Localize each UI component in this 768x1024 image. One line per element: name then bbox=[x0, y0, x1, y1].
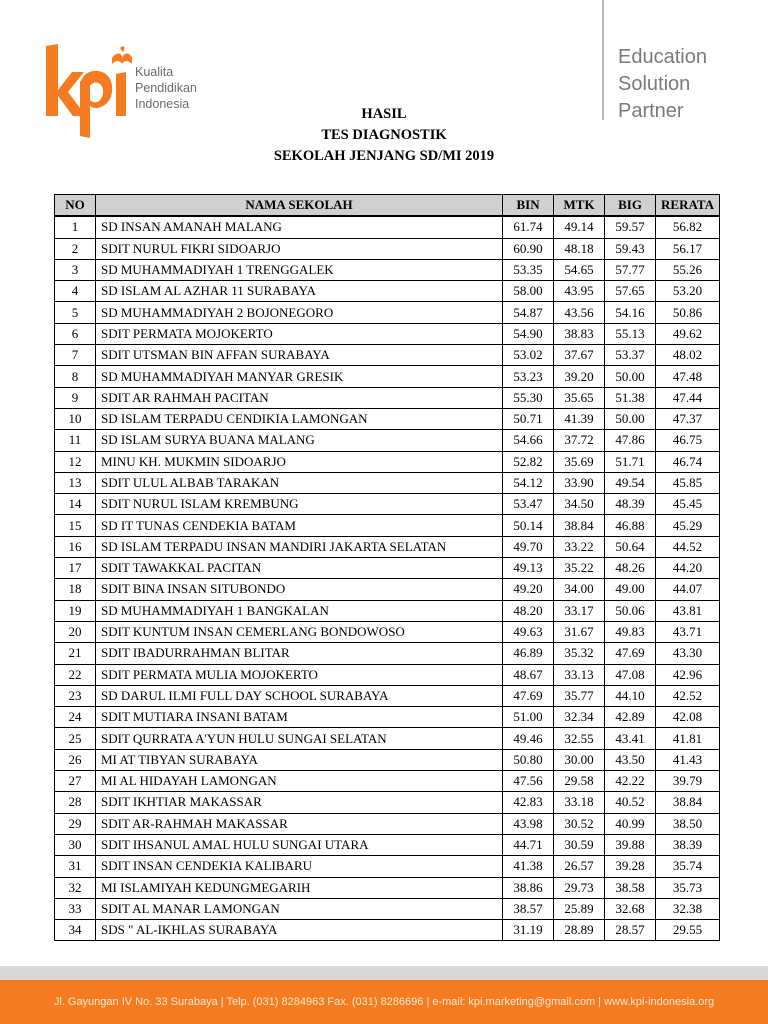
cell-rerata: 56.17 bbox=[656, 238, 720, 259]
cell-no: 13 bbox=[55, 472, 96, 493]
cell-big: 55.13 bbox=[605, 323, 656, 344]
cell-school-name: SDIT IKHTIAR MAKASSAR bbox=[96, 792, 503, 813]
brand-name-line-3: Indonesia bbox=[135, 97, 190, 111]
cell-no: 24 bbox=[55, 707, 96, 728]
title-line-1: HASIL bbox=[361, 106, 407, 122]
table-row bbox=[55, 536, 720, 557]
cell-no: 8 bbox=[55, 366, 96, 387]
cell-bin: 50.71 bbox=[503, 408, 554, 429]
cell-school-name: SD IT TUNAS CENDEKIA BATAM bbox=[96, 515, 503, 536]
cell-rerata: 41.43 bbox=[656, 749, 720, 770]
cell-rerata: 44.20 bbox=[656, 558, 720, 579]
brand-name-line-1: Kualita bbox=[135, 65, 174, 79]
brand-name-line-2: Pendidikan bbox=[135, 81, 197, 95]
cell-mtk: 33.90 bbox=[554, 472, 605, 493]
cell-big: 50.64 bbox=[605, 536, 656, 557]
cell-rerata: 43.71 bbox=[656, 621, 720, 642]
header-rerata: RERATA bbox=[656, 195, 720, 217]
cell-big: 47.86 bbox=[605, 430, 656, 451]
cell-mtk: 35.69 bbox=[554, 451, 605, 472]
table-row bbox=[55, 621, 720, 642]
cell-mtk: 34.00 bbox=[554, 579, 605, 600]
cell-big: 48.26 bbox=[605, 558, 656, 579]
table-row bbox=[55, 472, 720, 493]
cell-no: 17 bbox=[55, 558, 96, 579]
cell-school-name: SDIT NURUL FIKRI SIDOARJO bbox=[96, 238, 503, 259]
table-row bbox=[55, 515, 720, 536]
cell-school-name: SDIT AR-RAHMAH MAKASSAR bbox=[96, 813, 503, 834]
cell-big: 59.43 bbox=[605, 238, 656, 259]
cell-school-name: SDIT KUNTUM INSAN CEMERLANG BONDOWOSO bbox=[96, 621, 503, 642]
cell-no: 18 bbox=[55, 579, 96, 600]
cell-no: 31 bbox=[55, 856, 96, 877]
table-row bbox=[55, 728, 720, 749]
cell-rerata: 35.74 bbox=[656, 856, 720, 877]
cell-mtk: 33.22 bbox=[554, 536, 605, 557]
cell-big: 50.06 bbox=[605, 600, 656, 621]
cell-rerata: 47.48 bbox=[656, 366, 720, 387]
cell-big: 32.68 bbox=[605, 898, 656, 919]
cell-rerata: 38.84 bbox=[656, 792, 720, 813]
cell-school-name: SDIT TAWAKKAL PACITAN bbox=[96, 558, 503, 579]
cell-mtk: 29.73 bbox=[554, 877, 605, 898]
cell-school-name: SD MUHAMMADIYAH 1 BANGKALAN bbox=[96, 600, 503, 621]
cell-no: 15 bbox=[55, 515, 96, 536]
table-row bbox=[55, 643, 720, 664]
cell-bin: 51.00 bbox=[503, 707, 554, 728]
cell-rerata: 44.07 bbox=[656, 579, 720, 600]
table-row bbox=[55, 387, 720, 408]
cell-rerata: 41.81 bbox=[656, 728, 720, 749]
table-row bbox=[55, 771, 720, 792]
table-row bbox=[55, 664, 720, 685]
cell-no: 14 bbox=[55, 494, 96, 515]
table-row bbox=[55, 281, 720, 302]
cell-bin: 52.82 bbox=[503, 451, 554, 472]
cell-big: 57.65 bbox=[605, 281, 656, 302]
cell-bin: 54.66 bbox=[503, 430, 554, 451]
cell-rerata: 56.82 bbox=[656, 216, 720, 238]
table-row bbox=[55, 749, 720, 770]
cell-mtk: 25.89 bbox=[554, 898, 605, 919]
cell-bin: 49.13 bbox=[503, 558, 554, 579]
cell-no: 27 bbox=[55, 771, 96, 792]
cell-bin: 50.80 bbox=[503, 749, 554, 770]
table-row bbox=[55, 259, 720, 280]
table-row bbox=[55, 813, 720, 834]
cell-big: 47.08 bbox=[605, 664, 656, 685]
footer-bar bbox=[0, 980, 768, 1024]
cell-mtk: 48.18 bbox=[554, 238, 605, 259]
cell-big: 40.52 bbox=[605, 792, 656, 813]
cell-no: 20 bbox=[55, 621, 96, 642]
cell-no: 11 bbox=[55, 430, 96, 451]
cell-school-name: SDIT AL MANAR LAMONGAN bbox=[96, 898, 503, 919]
cell-bin: 61.74 bbox=[503, 216, 554, 238]
header-big: BIG bbox=[605, 195, 656, 217]
cell-school-name: MINU KH. MUKMIN SIDOARJO bbox=[96, 451, 503, 472]
cell-mtk: 49.14 bbox=[554, 216, 605, 238]
cell-mtk: 43.56 bbox=[554, 302, 605, 323]
tagline-line-3: Partner bbox=[618, 100, 684, 122]
cell-school-name: SDIT PERMATA MOJOKERTO bbox=[96, 323, 503, 344]
cell-no: 26 bbox=[55, 749, 96, 770]
cell-big: 40.99 bbox=[605, 813, 656, 834]
cell-rerata: 39.79 bbox=[656, 771, 720, 792]
cell-big: 38.58 bbox=[605, 877, 656, 898]
cell-mtk: 37.67 bbox=[554, 345, 605, 366]
cell-no: 28 bbox=[55, 792, 96, 813]
cell-mtk: 54.65 bbox=[554, 259, 605, 280]
cell-no: 33 bbox=[55, 898, 96, 919]
cell-big: 50.00 bbox=[605, 366, 656, 387]
cell-bin: 54.12 bbox=[503, 472, 554, 493]
table-row bbox=[55, 877, 720, 898]
cell-no: 5 bbox=[55, 302, 96, 323]
cell-mtk: 39.20 bbox=[554, 366, 605, 387]
cell-school-name: SDIT ULUL ALBAB TARAKAN bbox=[96, 472, 503, 493]
cell-bin: 48.67 bbox=[503, 664, 554, 685]
cell-school-name: SDIT AR RAHMAH PACITAN bbox=[96, 387, 503, 408]
cell-school-name: SD ISLAM SURYA BUANA MALANG bbox=[96, 430, 503, 451]
cell-rerata: 44.52 bbox=[656, 536, 720, 557]
cell-no: 23 bbox=[55, 685, 96, 706]
cell-bin: 53.35 bbox=[503, 259, 554, 280]
footer-stripe bbox=[0, 966, 768, 980]
cell-school-name: SD INSAN AMANAH MALANG bbox=[96, 216, 503, 238]
table-row bbox=[55, 792, 720, 813]
cell-no: 21 bbox=[55, 643, 96, 664]
table-row bbox=[55, 707, 720, 728]
header-mtk: MTK bbox=[554, 195, 605, 217]
cell-rerata: 49.62 bbox=[656, 323, 720, 344]
cell-bin: 41.38 bbox=[503, 856, 554, 877]
cell-big: 44.10 bbox=[605, 685, 656, 706]
tagline-line-1: Education bbox=[618, 46, 707, 68]
cell-bin: 38.86 bbox=[503, 877, 554, 898]
header-bin: BIN bbox=[503, 195, 554, 217]
cell-no: 30 bbox=[55, 834, 96, 855]
cell-mtk: 33.17 bbox=[554, 600, 605, 621]
tagline-line-2: Solution bbox=[618, 73, 691, 95]
cell-mtk: 34.50 bbox=[554, 494, 605, 515]
cell-mtk: 30.59 bbox=[554, 834, 605, 855]
cell-big: 57.77 bbox=[605, 259, 656, 280]
cell-no: 19 bbox=[55, 600, 96, 621]
cell-rerata: 38.39 bbox=[656, 834, 720, 855]
table-row bbox=[55, 451, 720, 472]
table-row bbox=[55, 238, 720, 259]
cell-rerata: 42.08 bbox=[656, 707, 720, 728]
cell-no: 2 bbox=[55, 238, 96, 259]
table-row bbox=[55, 920, 720, 941]
cell-mtk: 35.32 bbox=[554, 643, 605, 664]
header-no: NO bbox=[55, 195, 96, 217]
cell-rerata: 53.20 bbox=[656, 281, 720, 302]
cell-big: 43.50 bbox=[605, 749, 656, 770]
cell-no: 32 bbox=[55, 877, 96, 898]
cell-bin: 54.90 bbox=[503, 323, 554, 344]
cell-mtk: 30.52 bbox=[554, 813, 605, 834]
cell-rerata: 45.29 bbox=[656, 515, 720, 536]
cell-big: 43.41 bbox=[605, 728, 656, 749]
cell-no: 10 bbox=[55, 408, 96, 429]
cell-mtk: 35.65 bbox=[554, 387, 605, 408]
cell-bin: 47.69 bbox=[503, 685, 554, 706]
cell-mtk: 32.55 bbox=[554, 728, 605, 749]
cell-bin: 43.98 bbox=[503, 813, 554, 834]
cell-mtk: 38.84 bbox=[554, 515, 605, 536]
cell-rerata: 38.50 bbox=[656, 813, 720, 834]
cell-mtk: 31.67 bbox=[554, 621, 605, 642]
cell-big: 42.89 bbox=[605, 707, 656, 728]
cell-bin: 46.89 bbox=[503, 643, 554, 664]
table-row bbox=[55, 366, 720, 387]
header-row bbox=[55, 195, 720, 217]
cell-school-name: SD ISLAM TERPADU CENDIKIA LAMONGAN bbox=[96, 408, 503, 429]
cell-school-name: SDIT BINA INSAN SITUBONDO bbox=[96, 579, 503, 600]
cell-rerata: 43.81 bbox=[656, 600, 720, 621]
cell-no: 16 bbox=[55, 536, 96, 557]
table-row bbox=[55, 558, 720, 579]
cell-big: 53.37 bbox=[605, 345, 656, 366]
table-header bbox=[55, 195, 720, 217]
cell-no: 34 bbox=[55, 920, 96, 941]
cell-school-name: MI AL HIDAYAH LAMONGAN bbox=[96, 771, 503, 792]
cell-bin: 50.14 bbox=[503, 515, 554, 536]
cell-mtk: 33.18 bbox=[554, 792, 605, 813]
cell-bin: 53.47 bbox=[503, 494, 554, 515]
cell-bin: 55.30 bbox=[503, 387, 554, 408]
cell-no: 1 bbox=[55, 216, 96, 238]
cell-rerata: 45.85 bbox=[656, 472, 720, 493]
cell-no: 22 bbox=[55, 664, 96, 685]
cell-bin: 38.57 bbox=[503, 898, 554, 919]
cell-big: 54.16 bbox=[605, 302, 656, 323]
cell-big: 49.54 bbox=[605, 472, 656, 493]
cell-mtk: 35.22 bbox=[554, 558, 605, 579]
cell-bin: 48.20 bbox=[503, 600, 554, 621]
cell-mtk: 38.83 bbox=[554, 323, 605, 344]
table-row bbox=[55, 579, 720, 600]
table-row bbox=[55, 345, 720, 366]
cell-bin: 49.20 bbox=[503, 579, 554, 600]
cell-rerata: 46.75 bbox=[656, 430, 720, 451]
cell-big: 49.83 bbox=[605, 621, 656, 642]
cell-bin: 42.83 bbox=[503, 792, 554, 813]
cell-big: 49.00 bbox=[605, 579, 656, 600]
table-row bbox=[55, 856, 720, 877]
cell-big: 47.69 bbox=[605, 643, 656, 664]
cell-school-name: SDIT UTSMAN BIN AFFAN SURABAYA bbox=[96, 345, 503, 366]
table-row bbox=[55, 834, 720, 855]
cell-no: 25 bbox=[55, 728, 96, 749]
cell-big: 48.39 bbox=[605, 494, 656, 515]
cell-no: 4 bbox=[55, 281, 96, 302]
footer-contact: Jl. Gayungan IV No. 33 Surabaya | Telp. (031) 8284963 Fax. (031) 8286696 | e-mail: kpi.marketing@gmail.com | www.kpi-indonesia.org bbox=[53, 996, 715, 1008]
cell-no: 3 bbox=[55, 259, 96, 280]
table-row bbox=[55, 216, 720, 238]
cell-mtk: 41.39 bbox=[554, 408, 605, 429]
cell-no: 12 bbox=[55, 451, 96, 472]
cell-bin: 49.63 bbox=[503, 621, 554, 642]
table-row bbox=[55, 430, 720, 451]
cell-rerata: 47.44 bbox=[656, 387, 720, 408]
document-title bbox=[0, 104, 768, 167]
header-divider bbox=[602, 0, 604, 120]
cell-mtk: 29.58 bbox=[554, 771, 605, 792]
cell-big: 50.00 bbox=[605, 408, 656, 429]
cell-bin: 49.46 bbox=[503, 728, 554, 749]
cell-school-name: SD MUHAMMADIYAH 1 TRENGGALEK bbox=[96, 259, 503, 280]
cell-school-name: MI AT TIBYAN SURABAYA bbox=[96, 749, 503, 770]
cell-no: 7 bbox=[55, 345, 96, 366]
cell-bin: 54.87 bbox=[503, 302, 554, 323]
cell-mtk: 30.00 bbox=[554, 749, 605, 770]
cell-rerata: 43.30 bbox=[656, 643, 720, 664]
cell-rerata: 35.73 bbox=[656, 877, 720, 898]
cell-bin: 47.56 bbox=[503, 771, 554, 792]
cell-mtk: 32.34 bbox=[554, 707, 605, 728]
cell-school-name: SDIT INSAN CENDEKIA KALIBARU bbox=[96, 856, 503, 877]
table-body bbox=[55, 216, 720, 941]
table-row bbox=[55, 408, 720, 429]
cell-no: 9 bbox=[55, 387, 96, 408]
cell-school-name: SD ISLAM AL AZHAR 11 SURABAYA bbox=[96, 281, 503, 302]
cell-big: 51.71 bbox=[605, 451, 656, 472]
cell-rerata: 47.37 bbox=[656, 408, 720, 429]
cell-big: 46.88 bbox=[605, 515, 656, 536]
table-row bbox=[55, 898, 720, 919]
cell-school-name: SDIT IHSANUL AMAL HULU SUNGAI UTARA bbox=[96, 834, 503, 855]
title-line-3: SEKOLAH JENJANG SD/MI 2019 bbox=[273, 148, 495, 164]
cell-rerata: 48.02 bbox=[656, 345, 720, 366]
cell-bin: 31.19 bbox=[503, 920, 554, 941]
cell-rerata: 50.86 bbox=[656, 302, 720, 323]
cell-bin: 53.02 bbox=[503, 345, 554, 366]
cell-rerata: 46.74 bbox=[656, 451, 720, 472]
cell-rerata: 55.26 bbox=[656, 259, 720, 280]
table-row bbox=[55, 685, 720, 706]
cell-school-name: SD MUHAMMADIYAH 2 BOJONEGORO bbox=[96, 302, 503, 323]
cell-big: 59.57 bbox=[605, 216, 656, 238]
cell-bin: 58.00 bbox=[503, 281, 554, 302]
cell-school-name: SD ISLAM TERPADU INSAN MANDIRI JAKARTA SELATAN bbox=[96, 536, 503, 557]
cell-bin: 60.90 bbox=[503, 238, 554, 259]
cell-big: 42.22 bbox=[605, 771, 656, 792]
table-row bbox=[55, 494, 720, 515]
cell-big: 39.28 bbox=[605, 856, 656, 877]
cell-mtk: 26.57 bbox=[554, 856, 605, 877]
results-table bbox=[54, 194, 720, 941]
cell-school-name: MI ISLAMIYAH KEDUNGMEGARIH bbox=[96, 877, 503, 898]
cell-no: 29 bbox=[55, 813, 96, 834]
cell-bin: 53.23 bbox=[503, 366, 554, 387]
cell-school-name: SD MUHAMMADIYAH MANYAR GRESIK bbox=[96, 366, 503, 387]
cell-school-name: SDS " AL-IKHLAS SURABAYA bbox=[96, 920, 503, 941]
cell-school-name: SDIT PERMATA MULIA MOJOKERTO bbox=[96, 664, 503, 685]
cell-rerata: 29.55 bbox=[656, 920, 720, 941]
cell-mtk: 33.13 bbox=[554, 664, 605, 685]
cell-school-name: SDIT IBADURRAHMAN BLITAR bbox=[96, 643, 503, 664]
cell-mtk: 28.89 bbox=[554, 920, 605, 941]
cell-school-name: SDIT MUTIARA INSANI BATAM bbox=[96, 707, 503, 728]
cell-rerata: 32.38 bbox=[656, 898, 720, 919]
cell-no: 6 bbox=[55, 323, 96, 344]
cell-school-name: SDIT NURUL ISLAM KREMBUNG bbox=[96, 494, 503, 515]
cell-school-name: SDIT QURRATA A'YUN HULU SUNGAI SELATAN bbox=[96, 728, 503, 749]
cell-school-name: SD DARUL ILMI FULL DAY SCHOOL SURABAYA bbox=[96, 685, 503, 706]
header-school-name: NAMA SEKOLAH bbox=[96, 195, 503, 217]
cell-mtk: 37.72 bbox=[554, 430, 605, 451]
cell-bin: 44.71 bbox=[503, 834, 554, 855]
cell-bin: 49.70 bbox=[503, 536, 554, 557]
table-row bbox=[55, 302, 720, 323]
cell-big: 51.38 bbox=[605, 387, 656, 408]
title-line-2: TES DIAGNOSTIK bbox=[321, 127, 447, 143]
cell-mtk: 43.95 bbox=[554, 281, 605, 302]
cell-rerata: 42.96 bbox=[656, 664, 720, 685]
table-row bbox=[55, 600, 720, 621]
cell-rerata: 42.52 bbox=[656, 685, 720, 706]
cell-big: 28.57 bbox=[605, 920, 656, 941]
table-row bbox=[55, 323, 720, 344]
cell-big: 39.88 bbox=[605, 834, 656, 855]
cell-rerata: 45.45 bbox=[656, 494, 720, 515]
cell-mtk: 35.77 bbox=[554, 685, 605, 706]
